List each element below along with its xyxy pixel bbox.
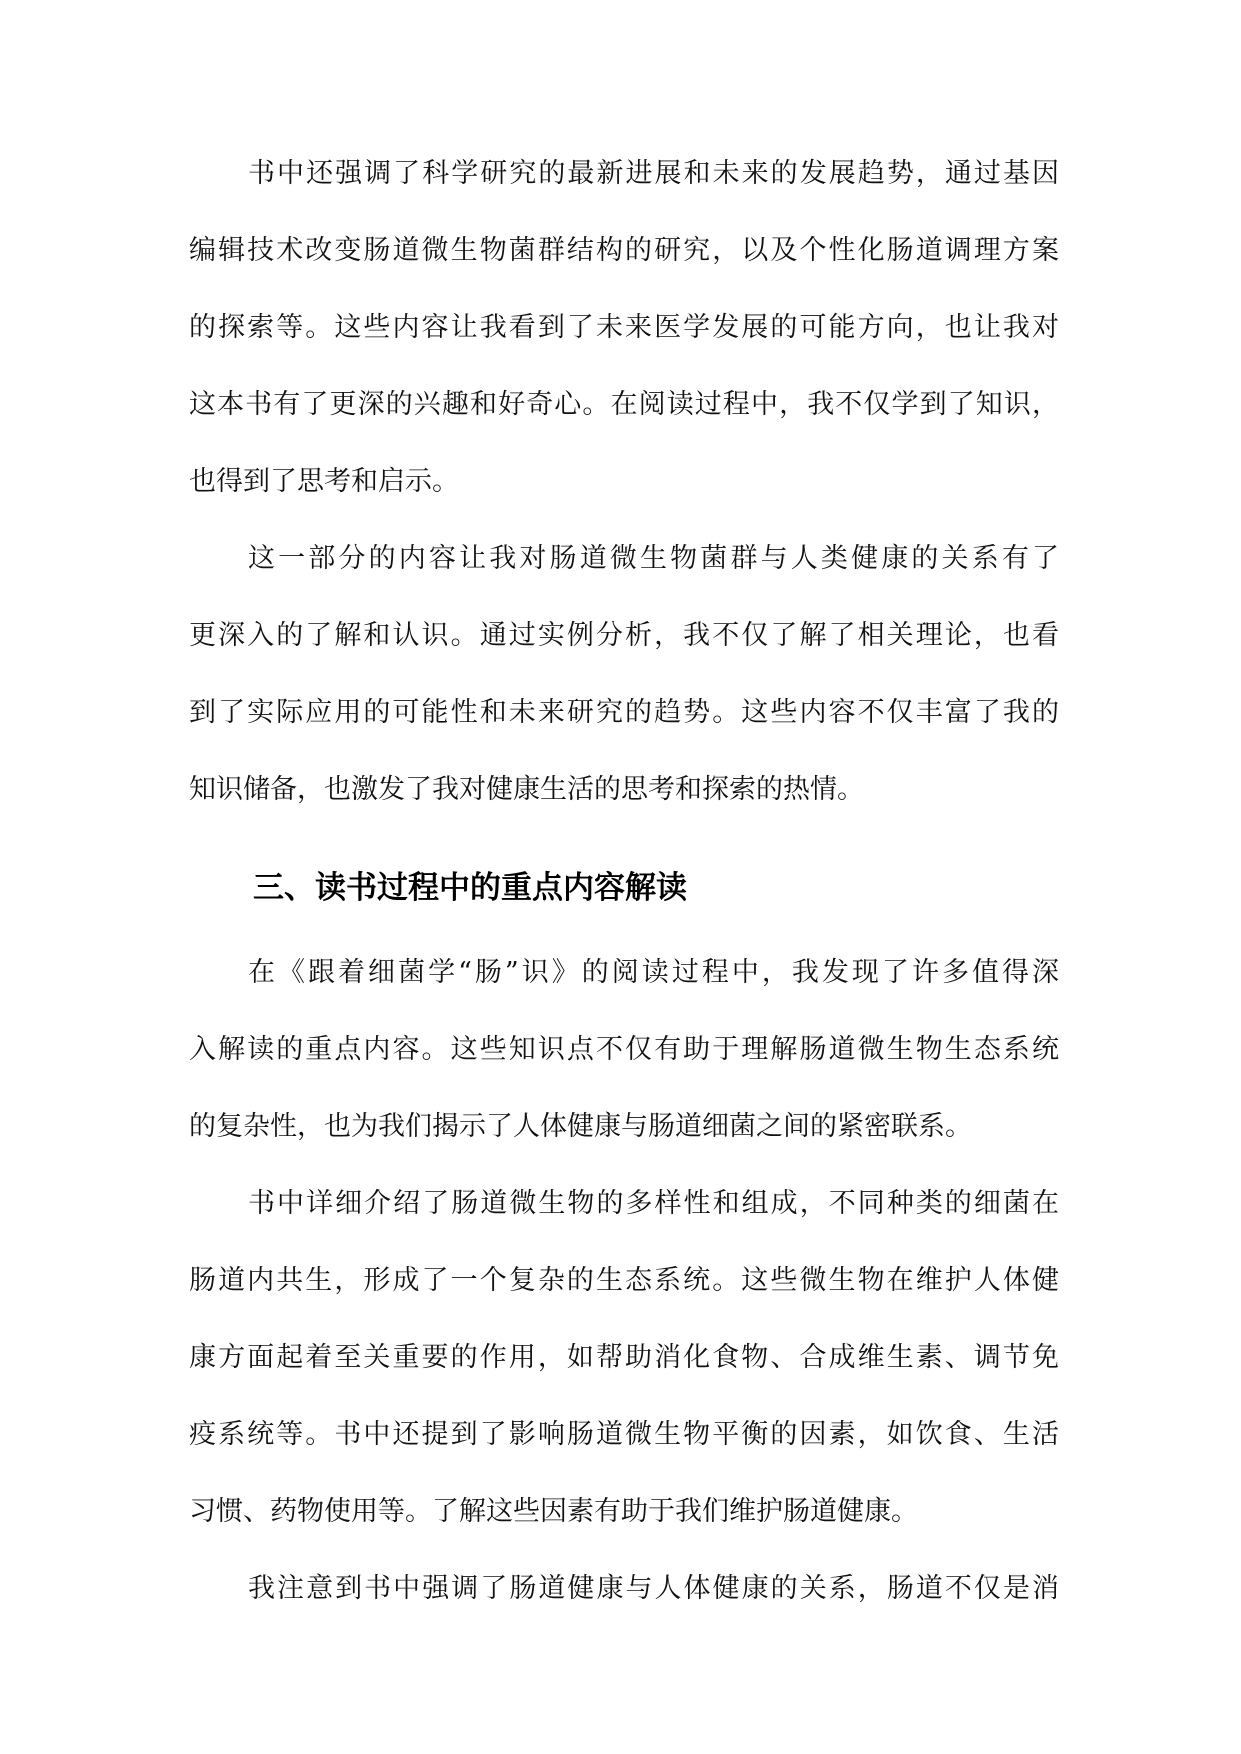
paragraph-line: 在《跟着细菌学“肠”识》的阅读过程中，我发现了许多值得深 — [248, 957, 1059, 988]
paragraph-line: 也得到了思考和启示。 — [189, 466, 459, 497]
paragraph-line: 知识储备，也激发了我对健康生活的思考和探索的热情。 — [189, 774, 864, 805]
paragraph-line: 入解读的重点内容。这些知识点不仅有助于理解肠道微生物生态系统 — [189, 1034, 1059, 1065]
paragraph-line: 这本书有了更深的兴趣和好奇心。在阅读过程中，我不仅学到了知识， — [189, 389, 1059, 420]
paragraph-line: 更深入的了解和认识。通过实例分析，我不仅了解了相关理论，也看 — [189, 620, 1059, 651]
section-heading: 三、读书过程中的重点内容解读 — [253, 870, 687, 906]
paragraph-line: 我注意到书中强调了肠道健康与人体健康的关系，肠道不仅是消 — [248, 1573, 1059, 1604]
paragraph-line: 习惯、药物使用等。了解这些因素有助于我们维护肠道健康。 — [189, 1496, 918, 1527]
paragraph-line: 书中还强调了科学研究的最新进展和未来的发展趋势，通过基因 — [248, 158, 1059, 189]
paragraph-line: 疫系统等。书中还提到了影响肠道微生物平衡的因素，如饮食、生活 — [189, 1419, 1059, 1450]
paragraph-line: 书中详细介绍了肠道微生物的多样性和组成，不同种类的细菌在 — [248, 1188, 1059, 1219]
paragraph-line: 康方面起着至关重要的作用，如帮助消化食物、合成维生素、调节免 — [189, 1342, 1059, 1373]
paragraph-line: 肠道内共生，形成了一个复杂的生态系统。这些微生物在维护人体健 — [189, 1265, 1059, 1296]
paragraph-line: 的复杂性，也为我们揭示了人体健康与肠道细菌之间的紧密联系。 — [189, 1111, 972, 1142]
paragraph-line: 编辑技术改变肠道微生物菌群结构的研究，以及个性化肠道调理方案 — [189, 235, 1059, 266]
paragraph-line: 这一部分的内容让我对肠道微生物菌群与人类健康的关系有了 — [248, 543, 1059, 574]
paragraph-line: 的探索等。这些内容让我看到了未来医学发展的可能方向，也让我对 — [189, 312, 1059, 343]
paragraph-line: 到了实际应用的可能性和未来研究的趋势。这些内容不仅丰富了我的 — [189, 697, 1059, 728]
